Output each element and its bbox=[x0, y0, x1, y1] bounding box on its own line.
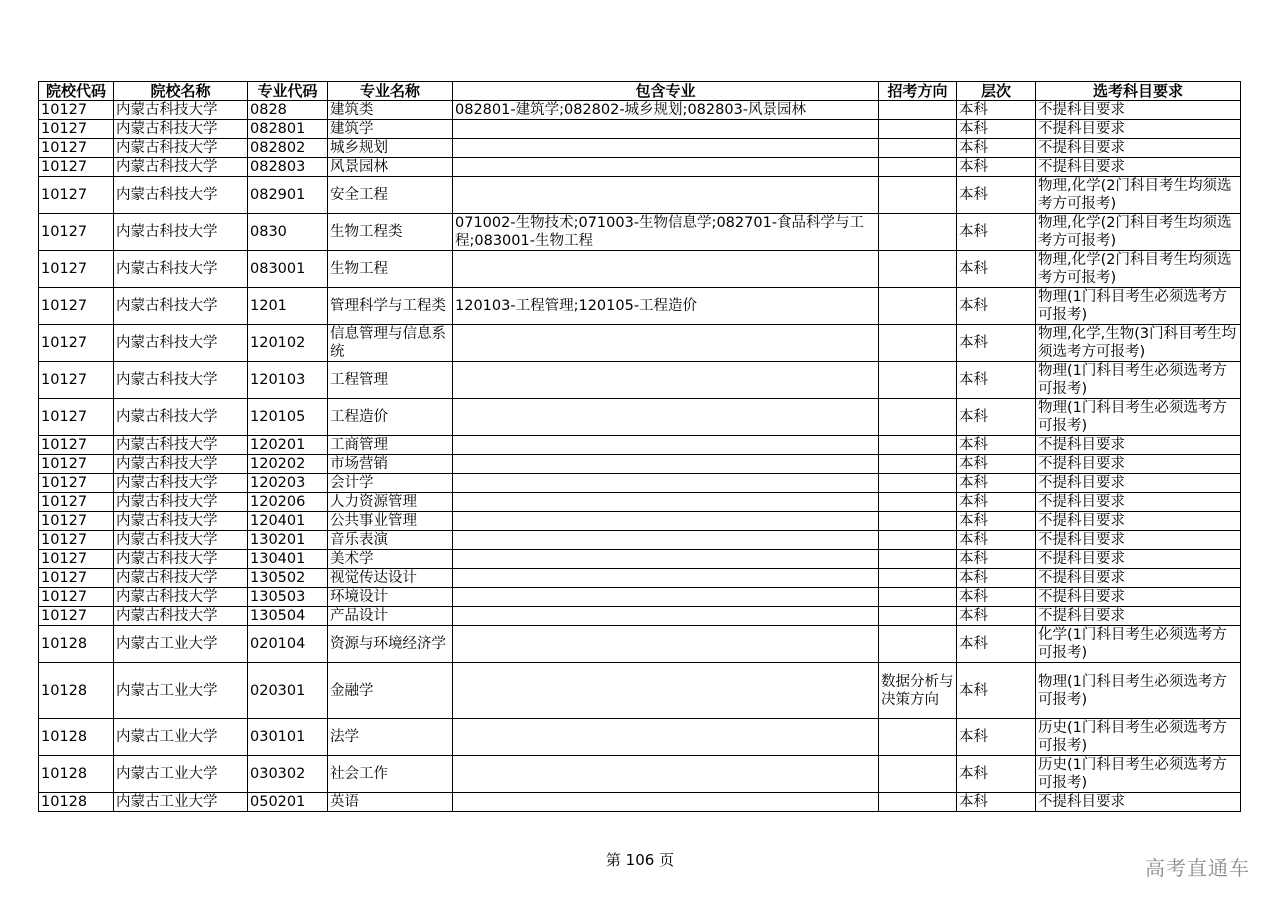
cell-direction bbox=[879, 101, 957, 120]
cell-level: 本科 bbox=[957, 362, 1036, 399]
cell-major-code: 120203 bbox=[248, 474, 328, 493]
cell-school-name: 内蒙古工业大学 bbox=[114, 626, 248, 663]
cell-school-name: 内蒙古科技大学 bbox=[114, 531, 248, 550]
cell-included-majors: 082801-建筑学;082802-城乡规划;082803-风景园林 bbox=[453, 101, 879, 120]
cell-level: 本科 bbox=[957, 251, 1036, 288]
cell-major-code: 082901 bbox=[248, 177, 328, 214]
cell-major-name: 生物工程类 bbox=[328, 214, 453, 251]
cell-direction bbox=[879, 177, 957, 214]
cell-school-code: 10127 bbox=[39, 139, 114, 158]
cell-major-name: 生物工程 bbox=[328, 251, 453, 288]
cell-subject-requirement: 物理(1门科目考生必须选考方可报考) bbox=[1036, 399, 1241, 436]
cell-subject-requirement: 物理(1门科目考生必须选考方可报考) bbox=[1036, 663, 1241, 719]
watermark: 高考直通车 bbox=[1145, 856, 1250, 880]
table-row bbox=[39, 626, 1241, 663]
cell-school-code: 10128 bbox=[39, 663, 114, 719]
cell-major-name: 金融学 bbox=[328, 663, 453, 719]
cell-included-majors bbox=[453, 474, 879, 493]
cell-subject-requirement: 不提科目要求 bbox=[1036, 569, 1241, 588]
cell-subject-requirement: 不提科目要求 bbox=[1036, 436, 1241, 455]
cell-subject-requirement: 物理(1门科目考生必须选考方可报考) bbox=[1036, 288, 1241, 325]
cell-subject-requirement: 历史(1门科目考生必须选考方可报考) bbox=[1036, 719, 1241, 756]
cell-subject-requirement: 不提科目要求 bbox=[1036, 455, 1241, 474]
cell-level: 本科 bbox=[957, 158, 1036, 177]
cell-included-majors bbox=[453, 158, 879, 177]
cell-included-majors bbox=[453, 512, 879, 531]
cell-direction bbox=[879, 588, 957, 607]
table-row bbox=[39, 399, 1241, 436]
cell-school-code: 10127 bbox=[39, 177, 114, 214]
cell-major-code: 120206 bbox=[248, 493, 328, 512]
cell-direction bbox=[879, 436, 957, 455]
table-row bbox=[39, 493, 1241, 512]
cell-school-code: 10127 bbox=[39, 474, 114, 493]
cell-included-majors bbox=[453, 139, 879, 158]
cell-major-name: 环境设计 bbox=[328, 588, 453, 607]
cell-school-name: 内蒙古科技大学 bbox=[114, 288, 248, 325]
table-row bbox=[39, 531, 1241, 550]
cell-school-name: 内蒙古科技大学 bbox=[114, 607, 248, 626]
cell-subject-requirement: 历史(1门科目考生必须选考方可报考) bbox=[1036, 756, 1241, 793]
cell-major-code: 120102 bbox=[248, 325, 328, 362]
cell-major-code: 050201 bbox=[248, 793, 328, 812]
table-body bbox=[39, 101, 1241, 812]
cell-level: 本科 bbox=[957, 550, 1036, 569]
cell-major-name: 人力资源管理 bbox=[328, 493, 453, 512]
cell-school-name: 内蒙古科技大学 bbox=[114, 139, 248, 158]
cell-major-name: 安全工程 bbox=[328, 177, 453, 214]
cell-school-name: 内蒙古科技大学 bbox=[114, 177, 248, 214]
cell-included-majors bbox=[453, 663, 879, 719]
cell-school-code: 10127 bbox=[39, 588, 114, 607]
cell-included-majors bbox=[453, 588, 879, 607]
cell-major-code: 1201 bbox=[248, 288, 328, 325]
cell-included-majors bbox=[453, 756, 879, 793]
cell-major-code: 082802 bbox=[248, 139, 328, 158]
table-row bbox=[39, 325, 1241, 362]
cell-direction bbox=[879, 325, 957, 362]
table-row bbox=[39, 214, 1241, 251]
cell-school-code: 10127 bbox=[39, 399, 114, 436]
cell-level: 本科 bbox=[957, 139, 1036, 158]
cell-major-name: 产品设计 bbox=[328, 607, 453, 626]
cell-level: 本科 bbox=[957, 436, 1036, 455]
cell-level: 本科 bbox=[957, 607, 1036, 626]
cell-major-name: 会计学 bbox=[328, 474, 453, 493]
cell-direction bbox=[879, 512, 957, 531]
cell-direction bbox=[879, 399, 957, 436]
cell-level: 本科 bbox=[957, 455, 1036, 474]
table-row bbox=[39, 756, 1241, 793]
table-row bbox=[39, 512, 1241, 531]
cell-direction: 数据分析与决策方向 bbox=[879, 663, 957, 719]
cell-major-name: 音乐表演 bbox=[328, 531, 453, 550]
cell-major-name: 城乡规划 bbox=[328, 139, 453, 158]
table-row bbox=[39, 436, 1241, 455]
table-row bbox=[39, 101, 1241, 120]
cell-level: 本科 bbox=[957, 325, 1036, 362]
cell-level: 本科 bbox=[957, 569, 1036, 588]
cell-subject-requirement: 物理,化学(2门科目考生均须选考方可报考) bbox=[1036, 177, 1241, 214]
cell-major-name: 信息管理与信息系统 bbox=[328, 325, 453, 362]
cell-subject-requirement: 不提科目要求 bbox=[1036, 607, 1241, 626]
cell-level: 本科 bbox=[957, 214, 1036, 251]
cell-major-name: 美术学 bbox=[328, 550, 453, 569]
cell-level: 本科 bbox=[957, 793, 1036, 812]
cell-direction bbox=[879, 120, 957, 139]
cell-school-name: 内蒙古工业大学 bbox=[114, 719, 248, 756]
cell-major-name: 工程管理 bbox=[328, 362, 453, 399]
cell-included-majors: 120103-工程管理;120105-工程造价 bbox=[453, 288, 879, 325]
table-row bbox=[39, 607, 1241, 626]
cell-school-name: 内蒙古科技大学 bbox=[114, 325, 248, 362]
cell-school-name: 内蒙古工业大学 bbox=[114, 663, 248, 719]
cell-direction bbox=[879, 531, 957, 550]
cell-major-code: 083001 bbox=[248, 251, 328, 288]
cell-major-code: 030101 bbox=[248, 719, 328, 756]
cell-subject-requirement: 不提科目要求 bbox=[1036, 531, 1241, 550]
cell-school-name: 内蒙古科技大学 bbox=[114, 569, 248, 588]
cell-major-code: 120401 bbox=[248, 512, 328, 531]
cell-included-majors bbox=[453, 493, 879, 512]
cell-subject-requirement: 物理,化学(2门科目考生均须选考方可报考) bbox=[1036, 251, 1241, 288]
cell-included-majors bbox=[453, 793, 879, 812]
cell-school-name: 内蒙古科技大学 bbox=[114, 550, 248, 569]
cell-level: 本科 bbox=[957, 474, 1036, 493]
cell-school-code: 10128 bbox=[39, 793, 114, 812]
cell-school-code: 10127 bbox=[39, 288, 114, 325]
cell-major-code: 130201 bbox=[248, 531, 328, 550]
header-major-name: 专业名称 bbox=[328, 82, 453, 101]
header-school-name: 院校名称 bbox=[114, 82, 248, 101]
cell-school-name: 内蒙古科技大学 bbox=[114, 101, 248, 120]
cell-major-code: 0830 bbox=[248, 214, 328, 251]
cell-subject-requirement: 不提科目要求 bbox=[1036, 588, 1241, 607]
cell-school-code: 10127 bbox=[39, 550, 114, 569]
cell-level: 本科 bbox=[957, 512, 1036, 531]
header-school-code: 院校代码 bbox=[39, 82, 114, 101]
table-row bbox=[39, 663, 1241, 719]
cell-major-code: 120105 bbox=[248, 399, 328, 436]
cell-major-code: 130401 bbox=[248, 550, 328, 569]
cell-included-majors bbox=[453, 251, 879, 288]
cell-included-majors bbox=[453, 325, 879, 362]
cell-school-code: 10127 bbox=[39, 531, 114, 550]
cell-level: 本科 bbox=[957, 626, 1036, 663]
cell-school-code: 10127 bbox=[39, 455, 114, 474]
cell-included-majors bbox=[453, 569, 879, 588]
cell-direction bbox=[879, 158, 957, 177]
cell-major-code: 0828 bbox=[248, 101, 328, 120]
header-subject-requirement: 选考科目要求 bbox=[1036, 82, 1241, 101]
cell-school-name: 内蒙古科技大学 bbox=[114, 251, 248, 288]
admission-table bbox=[38, 81, 1241, 812]
cell-major-name: 公共事业管理 bbox=[328, 512, 453, 531]
cell-included-majors bbox=[453, 399, 879, 436]
table-row bbox=[39, 793, 1241, 812]
cell-included-majors bbox=[453, 719, 879, 756]
cell-school-code: 10127 bbox=[39, 607, 114, 626]
cell-school-code: 10127 bbox=[39, 120, 114, 139]
cell-level: 本科 bbox=[957, 719, 1036, 756]
table-row bbox=[39, 177, 1241, 214]
cell-level: 本科 bbox=[957, 101, 1036, 120]
cell-subject-requirement: 物理(1门科目考生必须选考方可报考) bbox=[1036, 362, 1241, 399]
cell-school-name: 内蒙古科技大学 bbox=[114, 399, 248, 436]
cell-school-name: 内蒙古科技大学 bbox=[114, 436, 248, 455]
cell-major-name: 工商管理 bbox=[328, 436, 453, 455]
cell-school-code: 10127 bbox=[39, 214, 114, 251]
cell-direction bbox=[879, 493, 957, 512]
table-header bbox=[39, 82, 1241, 101]
table-row bbox=[39, 362, 1241, 399]
cell-school-name: 内蒙古科技大学 bbox=[114, 362, 248, 399]
header-row bbox=[39, 82, 1241, 101]
cell-direction bbox=[879, 569, 957, 588]
cell-major-code: 020301 bbox=[248, 663, 328, 719]
cell-school-name: 内蒙古科技大学 bbox=[114, 474, 248, 493]
cell-included-majors bbox=[453, 120, 879, 139]
cell-school-name: 内蒙古科技大学 bbox=[114, 120, 248, 139]
cell-school-name: 内蒙古科技大学 bbox=[114, 455, 248, 474]
cell-school-code: 10127 bbox=[39, 569, 114, 588]
cell-major-code: 030302 bbox=[248, 756, 328, 793]
table-row bbox=[39, 139, 1241, 158]
cell-major-code: 130503 bbox=[248, 588, 328, 607]
cell-school-code: 10127 bbox=[39, 101, 114, 120]
cell-school-code: 10128 bbox=[39, 719, 114, 756]
cell-subject-requirement: 不提科目要求 bbox=[1036, 101, 1241, 120]
cell-included-majors bbox=[453, 362, 879, 399]
cell-major-name: 社会工作 bbox=[328, 756, 453, 793]
cell-level: 本科 bbox=[957, 288, 1036, 325]
cell-major-name: 法学 bbox=[328, 719, 453, 756]
cell-direction bbox=[879, 139, 957, 158]
cell-direction bbox=[879, 607, 957, 626]
header-included-majors: 包含专业 bbox=[453, 82, 879, 101]
cell-major-code: 130504 bbox=[248, 607, 328, 626]
cell-major-name: 市场营销 bbox=[328, 455, 453, 474]
cell-direction bbox=[879, 251, 957, 288]
cell-level: 本科 bbox=[957, 399, 1036, 436]
cell-direction bbox=[879, 362, 957, 399]
cell-school-name: 内蒙古科技大学 bbox=[114, 588, 248, 607]
cell-major-name: 视觉传达设计 bbox=[328, 569, 453, 588]
cell-included-majors bbox=[453, 607, 879, 626]
cell-included-majors bbox=[453, 436, 879, 455]
cell-level: 本科 bbox=[957, 588, 1036, 607]
page-number: 第 106 页 bbox=[605, 851, 675, 869]
cell-included-majors bbox=[453, 531, 879, 550]
cell-level: 本科 bbox=[957, 493, 1036, 512]
cell-level: 本科 bbox=[957, 120, 1036, 139]
table-row bbox=[39, 719, 1241, 756]
cell-direction bbox=[879, 550, 957, 569]
cell-direction bbox=[879, 719, 957, 756]
cell-school-name: 内蒙古科技大学 bbox=[114, 493, 248, 512]
table-row bbox=[39, 588, 1241, 607]
cell-major-code: 082801 bbox=[248, 120, 328, 139]
cell-school-name: 内蒙古科技大学 bbox=[114, 512, 248, 531]
cell-included-majors bbox=[453, 177, 879, 214]
cell-subject-requirement: 不提科目要求 bbox=[1036, 493, 1241, 512]
cell-school-code: 10128 bbox=[39, 756, 114, 793]
cell-included-majors bbox=[453, 626, 879, 663]
cell-major-name: 英语 bbox=[328, 793, 453, 812]
cell-major-code: 130502 bbox=[248, 569, 328, 588]
cell-included-majors: 071002-生物技术;071003-生物信息学;082701-食品科学与工程;083001-生物工程 bbox=[453, 214, 879, 251]
cell-major-name: 管理科学与工程类 bbox=[328, 288, 453, 325]
table-row bbox=[39, 120, 1241, 139]
cell-subject-requirement: 不提科目要求 bbox=[1036, 139, 1241, 158]
cell-subject-requirement: 物理,化学(2门科目考生均须选考方可报考) bbox=[1036, 214, 1241, 251]
cell-school-code: 10127 bbox=[39, 362, 114, 399]
header-direction: 招考方向 bbox=[879, 82, 957, 101]
cell-major-code: 120201 bbox=[248, 436, 328, 455]
cell-major-name: 风景园林 bbox=[328, 158, 453, 177]
table-row bbox=[39, 455, 1241, 474]
cell-subject-requirement: 物理,化学,生物(3门科目考生均须选考方可报考) bbox=[1036, 325, 1241, 362]
cell-direction bbox=[879, 626, 957, 663]
cell-subject-requirement: 不提科目要求 bbox=[1036, 474, 1241, 493]
cell-school-code: 10127 bbox=[39, 325, 114, 362]
cell-subject-requirement: 不提科目要求 bbox=[1036, 550, 1241, 569]
cell-school-code: 10128 bbox=[39, 626, 114, 663]
cell-major-name: 建筑学 bbox=[328, 120, 453, 139]
cell-major-name: 资源与环境经济学 bbox=[328, 626, 453, 663]
header-level: 层次 bbox=[957, 82, 1036, 101]
cell-direction bbox=[879, 455, 957, 474]
cell-direction bbox=[879, 793, 957, 812]
cell-direction bbox=[879, 288, 957, 325]
cell-school-code: 10127 bbox=[39, 436, 114, 455]
cell-direction bbox=[879, 756, 957, 793]
cell-school-code: 10127 bbox=[39, 251, 114, 288]
cell-school-code: 10127 bbox=[39, 512, 114, 531]
table-row bbox=[39, 569, 1241, 588]
cell-major-name: 工程造价 bbox=[328, 399, 453, 436]
table-row bbox=[39, 550, 1241, 569]
table-row bbox=[39, 288, 1241, 325]
table-row bbox=[39, 251, 1241, 288]
cell-subject-requirement: 化学(1门科目考生必须选考方可报考) bbox=[1036, 626, 1241, 663]
cell-level: 本科 bbox=[957, 531, 1036, 550]
cell-subject-requirement: 不提科目要求 bbox=[1036, 120, 1241, 139]
cell-major-code: 120103 bbox=[248, 362, 328, 399]
cell-level: 本科 bbox=[957, 663, 1036, 719]
cell-subject-requirement: 不提科目要求 bbox=[1036, 158, 1241, 177]
table-row bbox=[39, 474, 1241, 493]
cell-level: 本科 bbox=[957, 177, 1036, 214]
table-row bbox=[39, 158, 1241, 177]
cell-major-name: 建筑类 bbox=[328, 101, 453, 120]
cell-included-majors bbox=[453, 550, 879, 569]
cell-major-code: 020104 bbox=[248, 626, 328, 663]
header-major-code: 专业代码 bbox=[248, 82, 328, 101]
cell-school-name: 内蒙古工业大学 bbox=[114, 756, 248, 793]
cell-level: 本科 bbox=[957, 756, 1036, 793]
cell-subject-requirement: 不提科目要求 bbox=[1036, 793, 1241, 812]
cell-school-code: 10127 bbox=[39, 158, 114, 177]
cell-subject-requirement: 不提科目要求 bbox=[1036, 512, 1241, 531]
cell-school-name: 内蒙古工业大学 bbox=[114, 793, 248, 812]
cell-major-code: 120202 bbox=[248, 455, 328, 474]
cell-major-code: 082803 bbox=[248, 158, 328, 177]
cell-direction bbox=[879, 214, 957, 251]
cell-included-majors bbox=[453, 455, 879, 474]
cell-school-name: 内蒙古科技大学 bbox=[114, 158, 248, 177]
cell-direction bbox=[879, 474, 957, 493]
cell-school-name: 内蒙古科技大学 bbox=[114, 214, 248, 251]
cell-school-code: 10127 bbox=[39, 493, 114, 512]
